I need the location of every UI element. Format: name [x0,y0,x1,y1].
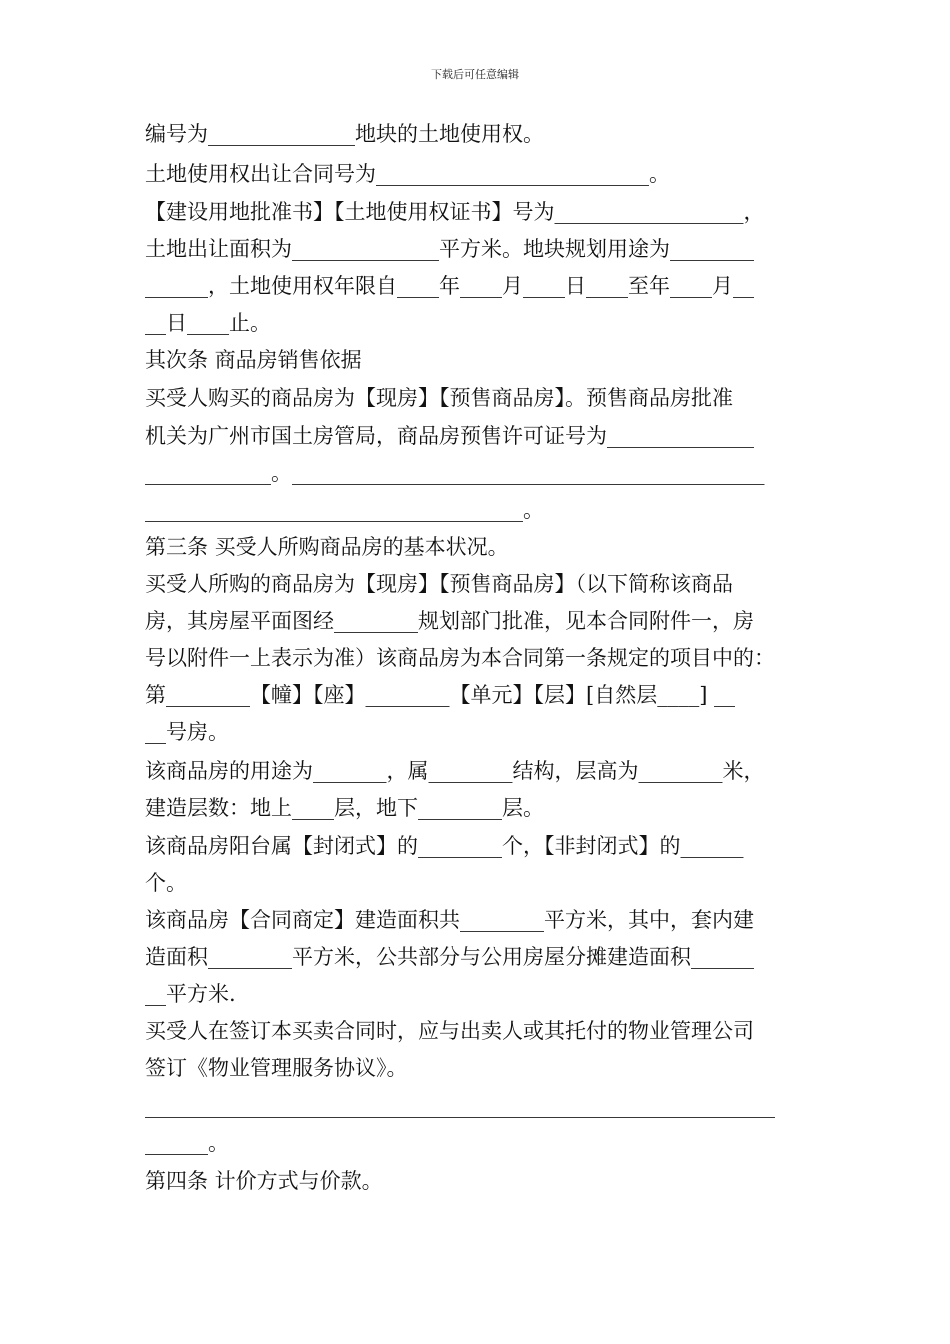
text-line: 该商品房的用途为_______，属________结构，层高为________米， [145,759,765,783]
text-line: 【建设用地批准书】【土地使用权证书】号为__________________， [145,200,765,224]
section-heading: 第三条 买受人所购商品房的基本状况。 [145,535,509,559]
text-line: 土地出让面积为______________平方米。地块规划用途为________ [145,237,754,261]
text-line: 土地使用权出让合同号为__________________________。 [145,162,670,186]
text-line: 该商品房【合同商定】建造面积共________平方米，其中，套内建 [145,908,754,932]
text-line: ____________________________________________________________ [145,1094,775,1118]
text-line: __平方米. [145,982,236,1006]
text-line: 买受人所购的商品房为【现房】【预售商品房】（以下简称该商品 [145,572,733,596]
text-line: 个。 [145,871,187,895]
page-header: 下载后可任意编辑 [431,68,519,81]
text-line: 机关为广州市国土房管局，商品房预售许可证号为______________ [145,424,754,448]
text-line: ______，土地使用权年限自____年____月____日____至年____月__ [145,274,754,298]
text-line: 第________【幢】【座】________【单元】【层】[自然层____] __ [145,683,736,707]
text-line: __号房。 [145,720,229,744]
text-line: 签订《物业管理服务协议》。 [145,1056,408,1080]
text-line: 该商品房阳台属【封闭式】的________个，【非封闭式】的______ [145,834,744,858]
text-line: 编号为______________地块的土地使用权。 [145,122,544,146]
text-line: 买受人购买的商品房为【现房】【预售商品房】。预售商品房批准 [145,386,733,410]
text-line: 建造层数：地上____层，地下________层。 [145,796,544,820]
text-line: 买受人在签订本买卖合同时，应与出卖人或其托付的物业管理公司 [145,1019,754,1043]
text-line: ____________。_____________________________________________ [145,461,765,485]
text-line: 号以附件一上表示为准）该商品房为本合同第一条规定的项目中的： [145,646,775,670]
text-line: 造面积________平方米，公共部分与公用房屋分摊建造面积______ [145,945,754,969]
text-line: __日____止。 [145,311,271,335]
text-line: ____________________________________。 [145,498,544,522]
section-heading: 第四条 计价方式与价款。 [145,1169,383,1193]
text-line: ______。 [145,1131,229,1155]
text-line: 房，其房屋平面图经________规划部门批准，见本合同附件一，房 [145,609,754,633]
section-heading: 其次条 商品房销售依据 [145,348,362,372]
